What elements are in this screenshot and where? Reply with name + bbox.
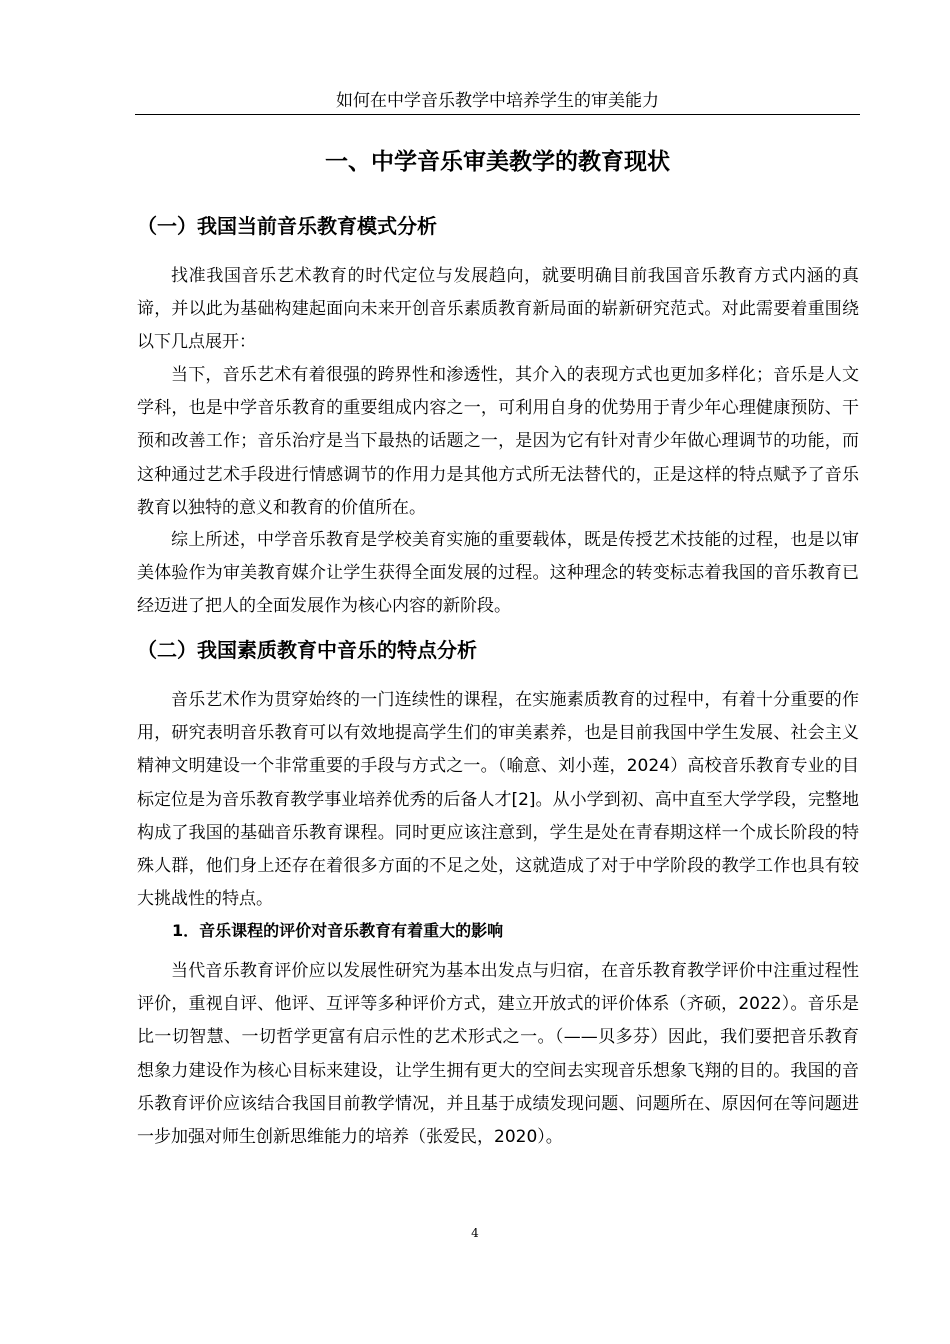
running-header: 如何在中学音乐教学中培养学生的审美能力 (135, 88, 860, 115)
paragraph-2: 当下，音乐艺术有着很强的跨界性和渗透性，其介入的表现方式也更加多样化；音乐是人文学科，也是中学音乐教育的重要组成内容之一，可利用自身的优势用于青少年心理健康预防、干预和改善工作；音乐治疗是当下最热的话题之一，是因为它有针对青少年做心理调节的功能，而这种通过艺术手段进行情感调节的作用力是其他方式所无法替代的，正是这样的特点赋予了音乐教育以独特的意义和教育的价值所在。 (137, 365, 859, 518)
sub-heading-1: 1．音乐课程的评价对音乐教育有着重大的影响 (172, 921, 504, 940)
paragraph-1: 找准我国音乐艺术教育的时代定位与发展趋向，就要明确目前我国音乐教育方式内涵的真谛，并以此为基础构建起面向未来开创音乐素质教育新局面的崭新研究范式。对此需要着重围绕以下几点展开： (137, 266, 859, 353)
chapter-title: 一、中学音乐审美教学的教育现状 (325, 149, 670, 175)
paragraph-4: 音乐艺术作为贯穿始终的一门连续性的课程，在实施素质教育的过程中，有着十分重要的作用，研究表明音乐教育可以有效地提高学生们的审美素养，也是目前我国中学生发展、社会主义精神文明建设一个非常重要的手段与方式之一。（喻意、刘小莲，2024）高校音乐教育专业的目标定位是为音乐教育教学事业培养优秀的后备人才[2]。从小学到初、高中直至大学学段，完整地构成了我国的基础音乐教育课程。同时更应该注意到，学生是处在青春期这样一个成长阶段的特殊人群，他们身上还存在着很多方面的不足之处，这就造成了对于中学阶段的教学工作也具有较大挑战性的特点。 (137, 690, 859, 910)
section-heading-2: （二）我国素质教育中音乐的特点分析 (137, 638, 477, 662)
section-heading-1: （一）我国当前音乐教育模式分析 (137, 214, 437, 238)
page-number: 4 (471, 1226, 479, 1240)
paragraph-3: 综上所述，中学音乐教育是学校美育实施的重要载体，既是传授艺术技能的过程，也是以审美体验作为审美教育媒介让学生获得全面发展的过程。这种理念的转变标志着我国的音乐教育已经迈进了把人的全面发展作为核心内容的新阶段。 (137, 530, 859, 617)
paragraph-5: 当代音乐教育评价应以发展性研究为基本出发点与归宿，在音乐教育教学评价中注重过程性评价，重视自评、他评、互评等多种评价方式，建立开放式的评价体系（齐硕，2022）。音乐是比一切智慧、一切哲学更富有启示性的艺术形式之一。（——贝多芬）因此，我们要把音乐教育想象力建设作为核心目标来建设，让学生拥有更大的空间去实现音乐想象飞翔的目的。我国的音乐教育评价应该结合我国目前教学情况，并且基于成绩发现问题、问题所在、原因何在等问题进一步加强对师生创新思维能力的培养（张爱民，2020）。 (137, 961, 859, 1148)
